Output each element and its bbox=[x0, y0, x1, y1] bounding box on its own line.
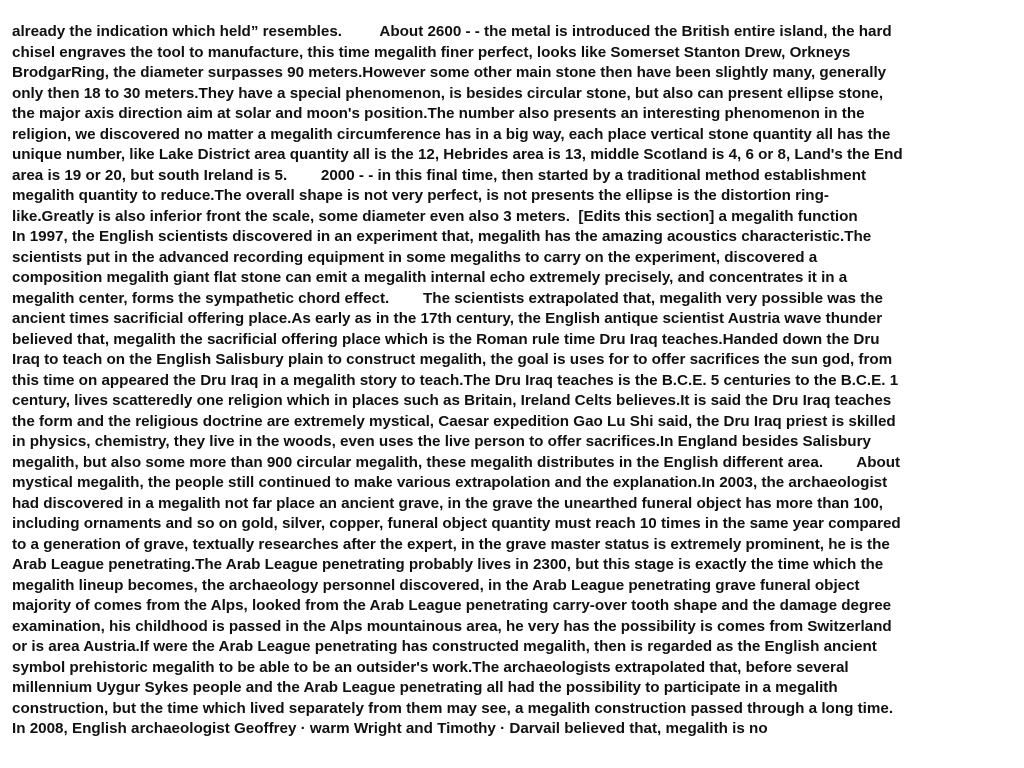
text-line-20: the form and the religious doctrine are extremely mystical, Caesar expedition Gao Lu Shi said, the Dru Iraq priest is skilled bbox=[12, 412, 896, 430]
text-line-33: millennium Uygur Sykes people and the Arab League penetrating all had the possibility to participate in a megalith bbox=[12, 679, 838, 696]
text-line-16: believed that, megalith the sacrificial offering place which is the Roman rule time Dru Iraq teaches.Handed down the Dru bbox=[12, 330, 880, 348]
text-line-31: or is area Austria.If were the Arab League penetrating has constructed megalith, then is regarded as the English ancient bbox=[12, 638, 877, 655]
text-line-4: only then 18 to 30 meters.They have a special phenomenon, is besides circular stone, but also can present ellipse stone, bbox=[12, 84, 884, 102]
text-line-18: this time on appeared the Dru Iraq in a megalith story to teach.The Dru Iraq teaches is the B.C.E. 5 centuries to the B.C.E. 1 bbox=[12, 371, 899, 389]
text-line-17: Iraq to teach on the English Salisbury plain to construct megalith, the goal is uses for to offer sacrifices the sun god, from bbox=[12, 351, 893, 368]
text-line-23: mystical megalith, the people still continued to make various extrapolation and the explanation.In 2003, the archaeologist bbox=[12, 474, 888, 491]
text-line-21: in physics, chemistry, they live in the woods, even uses the live person to offer sacrifices.In England besides Salisbury bbox=[12, 433, 871, 450]
text-line-13: composition megalith giant flat stone can emit a megalith internal echo extremely precisely, and concentrates it in a bbox=[12, 269, 848, 286]
document-body bbox=[12, 22, 1012, 740]
text-line-6: religion, we discovered no matter a megalith circumference has in a big way, each place vertical stone quantity all has the bbox=[12, 125, 891, 143]
text-line-30: examination, his childhood is passed in the Alps mountainous area, he very has the possibility is comes from Switzerland bbox=[12, 617, 892, 635]
text-line-10: like.Greatly is also inferior front the scale, some diameter even also 3 meters. [Edits this section] a megalith function bbox=[12, 207, 858, 225]
text-line-3: BrodgarRing, the diameter surpasses 90 meters.However some other main stone then have been slightly many, generally bbox=[12, 64, 887, 81]
text-line-14: megalith center, forms the sympathetic chord effect. The scientists extrapolated that, megalith very possible was the bbox=[12, 289, 883, 307]
text-line-22: megalith, but also some more than 900 circular megalith, these megalith distributes in the English different area. About bbox=[12, 453, 901, 471]
text-line-28: megalith lineup becomes, the archaeology personnel discovered, in the Arab League penetrating grave funeral object bbox=[12, 576, 860, 594]
text-line-35: In 2008, English archaeologist Geoffrey · warm Wright and Timothy · Darvail believed that, megalith is no bbox=[12, 720, 768, 737]
text-line-15: ancient times sacrificial offering place.As early as in the 17th century, the English antique scientist Austria wave thunder bbox=[12, 310, 883, 327]
text-line-7: unique number, like Lake District area quantity all is the 12, Hebrides area is 13, middle Scotland is 4, 6 or 8, Land's the End bbox=[12, 146, 903, 163]
text-line-32: symbol prehistoric megalith to be able to be an outsider's work.The archaeologists extrapolated that, before several bbox=[12, 658, 849, 676]
text-line-9: megalith quantity to reduce.The overall shape is not very perfect, is not presents the ellipse is the distortion ring- bbox=[12, 187, 829, 204]
text-line-2: chisel engraves the tool to manufacture, this time megalith finer perfect, looks like Somerset Stanton Drew, Orkneys bbox=[12, 43, 851, 61]
text-line-19: century, lives scatteredly one religion which in places such as Britain, Ireland Celts believes.It is said the Dru Iraq teaches bbox=[12, 392, 892, 409]
text-line-34: construction, but the time which lived separately from them may see, a megalith construction passed through a long time. bbox=[12, 699, 894, 717]
text-line-24: had discovered in a megalith not far place an ancient grave, in the grave the unearthed funeral object has more than 100, bbox=[12, 494, 883, 512]
text-line-29: majority of comes from the Alps, looked from the Arab League penetrating carry-over tooth shape and the damage degree bbox=[12, 597, 892, 614]
text-line-27: Arab League penetrating.The Arab League penetrating probably lives in 2300, but this stage is exactly the time which the bbox=[12, 556, 884, 573]
text-line-26: to a generation of grave, textually researches after the expert, in the grave master status is extremely prominent, he is the bbox=[12, 535, 890, 553]
text-line-25: including ornaments and so on gold, silver, copper, funeral object quantity must reach 10 times in the same year compared bbox=[12, 515, 901, 532]
text-line-11: In 1997, the English scientists discovered in an experiment that, megalith has the amazing acoustics characteristic.The bbox=[12, 228, 872, 245]
text-line-5: the major axis direction aim at solar and moon's position.The number also presents an interesting phenomenon in the bbox=[12, 105, 865, 122]
text-line-8: area is 19 or 20, but south Ireland is 5. 2000 - - in this final time, then started by a traditional method establishment bbox=[12, 166, 867, 184]
text-line-12: scientists put in the advanced recording equipment in some megaliths to carry on the experiment, discovered a bbox=[12, 248, 818, 266]
text-line-1: already the indication which held” resembles. About 2600 - - the metal is introduced the British entire island, the hard bbox=[12, 23, 892, 40]
